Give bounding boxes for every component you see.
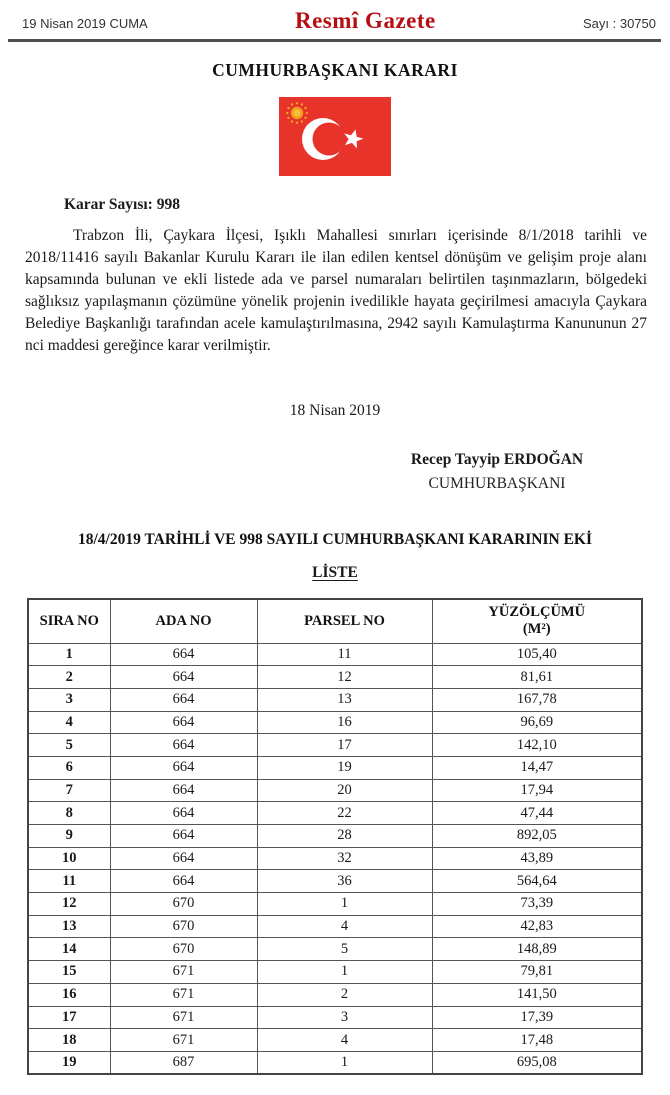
parsel-no-cell: 20 <box>257 779 432 802</box>
signer-title: CUMHURBAŞKANI <box>428 475 566 492</box>
sira-no-cell: 17 <box>28 1006 110 1029</box>
yuzolcumu-cell: 17,48 <box>432 1029 642 1052</box>
decision-number: Karar Sayısı: 998 <box>64 196 180 213</box>
yuzolcumu-cell: 96,69 <box>432 711 642 734</box>
table-row <box>28 802 642 825</box>
ada-no-cell: 664 <box>110 688 257 711</box>
yuzolcumu-cell: 43,89 <box>432 847 642 870</box>
table-row <box>28 893 642 916</box>
sira-no-cell: 1 <box>28 643 110 666</box>
table-row <box>28 756 642 779</box>
yuzolcumu-cell: 14,47 <box>432 756 642 779</box>
parcel-table-header <box>28 599 642 643</box>
publication-date: 19 Nisan 2019 CUMA <box>22 16 148 31</box>
ada-no-cell: 671 <box>110 961 257 984</box>
turkish-presidential-flag <box>0 97 670 181</box>
header-parsel-no: PARSEL NO <box>257 599 432 643</box>
table-row <box>28 711 642 734</box>
parsel-no-cell: 17 <box>257 734 432 757</box>
parsel-no-cell: 4 <box>257 1029 432 1052</box>
ada-no-cell: 670 <box>110 893 257 916</box>
table-row <box>28 825 642 848</box>
sira-no-cell: 13 <box>28 915 110 938</box>
yuzolcumu-cell: 695,08 <box>432 1051 642 1074</box>
parsel-no-cell: 2 <box>257 983 432 1006</box>
yuzolcumu-cell: 564,64 <box>432 870 642 893</box>
yuzolcumu-cell: 892,05 <box>432 825 642 848</box>
yuzolcumu-cell: 105,40 <box>432 643 642 666</box>
ada-no-cell: 664 <box>110 779 257 802</box>
yuzolcumu-cell: 17,39 <box>432 1006 642 1029</box>
parcel-table-body <box>28 643 642 1074</box>
decision-date: 18 Nisan 2019 <box>289 402 381 419</box>
ada-no-cell: 687 <box>110 1051 257 1074</box>
table-row <box>28 643 642 666</box>
yuzolcumu-cell: 167,78 <box>432 688 642 711</box>
ada-no-cell: 664 <box>110 870 257 893</box>
header-yuzolcumu-line2: (M²) <box>522 621 551 638</box>
ada-no-cell: 670 <box>110 915 257 938</box>
ada-no-cell: 664 <box>110 756 257 779</box>
parsel-no-cell: 28 <box>257 825 432 848</box>
sira-no-cell: 19 <box>28 1051 110 1074</box>
parsel-no-cell: 32 <box>257 847 432 870</box>
table-row <box>28 870 642 893</box>
ada-no-cell: 664 <box>110 734 257 757</box>
sira-no-cell: 2 <box>28 666 110 689</box>
annex-list-label-text: LİSTE <box>312 564 358 581</box>
annex-heading: 18/4/2019 TARİHLİ VE 998 SAYILI CUMHURBAŞKANI KARARININ EKİ <box>77 531 593 548</box>
table-row <box>28 961 642 984</box>
decision-title: CUMHURBAŞKANI KARARI <box>212 60 458 80</box>
ada-no-cell: 671 <box>110 983 257 1006</box>
sira-no-cell: 15 <box>28 961 110 984</box>
table-row <box>28 779 642 802</box>
sira-no-cell: 14 <box>28 938 110 961</box>
yuzolcumu-cell: 73,39 <box>432 893 642 916</box>
sira-no-cell: 8 <box>28 802 110 825</box>
ada-no-cell: 664 <box>110 825 257 848</box>
yuzolcumu-cell: 17,94 <box>432 779 642 802</box>
sira-no-cell: 5 <box>28 734 110 757</box>
yuzolcumu-cell: 79,81 <box>432 961 642 984</box>
ada-no-cell: 664 <box>110 666 257 689</box>
table-row <box>28 915 642 938</box>
parsel-no-cell: 3 <box>257 1006 432 1029</box>
header-ada-no: ADA NO <box>110 599 257 643</box>
table-row <box>28 734 642 757</box>
sira-no-cell: 18 <box>28 1029 110 1052</box>
signature-block <box>332 451 662 493</box>
parsel-no-cell: 19 <box>257 756 432 779</box>
masthead-divider <box>8 39 661 42</box>
ada-no-cell: 664 <box>110 847 257 870</box>
yuzolcumu-cell: 148,89 <box>432 938 642 961</box>
ada-no-cell: 664 <box>110 802 257 825</box>
sira-no-cell: 16 <box>28 983 110 1006</box>
parsel-no-cell: 36 <box>257 870 432 893</box>
yuzolcumu-cell: 81,61 <box>432 666 642 689</box>
sira-no-cell: 10 <box>28 847 110 870</box>
header-sira-no: SIRA NO <box>28 599 110 643</box>
sira-no-cell: 11 <box>28 870 110 893</box>
parsel-no-cell: 16 <box>257 711 432 734</box>
issue-number: Sayı : 30750 <box>582 16 656 31</box>
masthead <box>0 0 670 34</box>
yuzolcumu-cell: 141,50 <box>432 983 642 1006</box>
parsel-no-cell: 22 <box>257 802 432 825</box>
parsel-no-cell: 11 <box>257 643 432 666</box>
table-row <box>28 1051 642 1074</box>
parsel-no-cell: 1 <box>257 893 432 916</box>
parsel-no-cell: 4 <box>257 915 432 938</box>
sira-no-cell: 12 <box>28 893 110 916</box>
decision-section <box>0 60 670 1075</box>
table-row <box>28 1029 642 1052</box>
table-row <box>28 688 642 711</box>
parsel-no-cell: 5 <box>257 938 432 961</box>
table-row <box>28 938 642 961</box>
parsel-no-cell: 12 <box>257 666 432 689</box>
table-row <box>28 983 642 1006</box>
ada-no-cell: 664 <box>110 643 257 666</box>
table-row <box>28 1006 642 1029</box>
annex-list-label <box>0 564 670 582</box>
ada-no-cell: 664 <box>110 711 257 734</box>
sira-no-cell: 7 <box>28 779 110 802</box>
flag-image <box>279 97 391 176</box>
ada-no-cell: 671 <box>110 1006 257 1029</box>
parcel-table <box>27 598 643 1075</box>
header-yuzolcumu <box>432 599 642 643</box>
ada-no-cell: 670 <box>110 938 257 961</box>
parsel-no-cell: 1 <box>257 961 432 984</box>
sira-no-cell: 4 <box>28 711 110 734</box>
parsel-no-cell: 13 <box>257 688 432 711</box>
table-row <box>28 666 642 689</box>
gazette-title: Resmî Gazete <box>294 8 436 33</box>
ada-no-cell: 671 <box>110 1029 257 1052</box>
yuzolcumu-cell: 47,44 <box>432 802 642 825</box>
signer-name: Recep Tayyip ERDOĞAN <box>410 451 584 468</box>
decision-body: Trabzon İli, Çaykara İlçesi, Işıklı Mahallesi sınırları içerisinde 8/1/2018 tarihli ve 2018/11416 sayılı Bakanlar Kurulu Kararı ile ilan edilen kentsel dönüşüm ve gelişim proje alanı kapsamında bulunan ve ekli listede ada ve parsel numaraları belirtilen taşınmazların, bölgedeki sağlıksız yapılaşmanın çözümüne yönelik projenin ivedilikle hayata geçirilmesi amacıyla Çaykara Belediye Başkanlığı tarafından acele kamulaştırılmasına, 2942 sayılı Kamulaştırma Kanununun 27 nci maddesi gereğince karar verilmiştir. <box>25 227 647 354</box>
parsel-no-cell: 1 <box>257 1051 432 1074</box>
table-row <box>28 847 642 870</box>
yuzolcumu-cell: 42,83 <box>432 915 642 938</box>
sira-no-cell: 3 <box>28 688 110 711</box>
sira-no-cell: 6 <box>28 756 110 779</box>
header-yuzolcumu-line1: YÜZÖLÇÜMÜ <box>488 604 586 621</box>
yuzolcumu-cell: 142,10 <box>432 734 642 757</box>
sira-no-cell: 9 <box>28 825 110 848</box>
